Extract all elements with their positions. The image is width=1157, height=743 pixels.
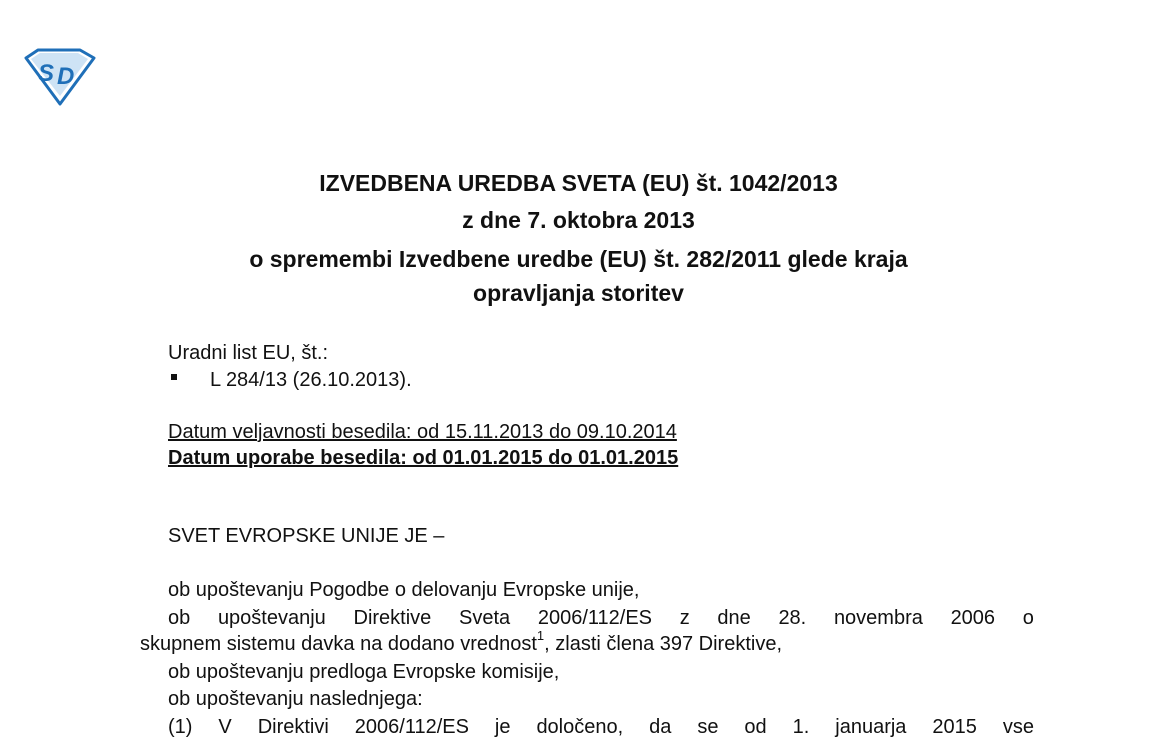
word: 28. <box>778 607 807 629</box>
publication-label: Uradni list EU, št.: <box>168 342 329 364</box>
regulation-date: z dne 7. oktobra 2013 <box>462 207 695 233</box>
word: se <box>697 716 719 738</box>
application-date-line: Datum uporabe besedila: od 01.01.2015 do 01.01.2015 <box>168 447 679 469</box>
word: V <box>218 716 232 738</box>
word: 2006/112/ES <box>537 607 652 629</box>
word: Sveta <box>458 607 511 629</box>
recital-following: ob upoštevanju naslednjega: <box>168 688 423 710</box>
publication-reference[interactable]: L 284/13 (26.10.2013). <box>210 369 412 391</box>
word: o <box>1022 607 1034 629</box>
recital-directive <box>168 606 1034 630</box>
regulation-subject: o spremembi Izvedbene uredbe (EU) št. 282/2011 glede kraja <box>249 246 908 272</box>
word: januarja <box>835 716 907 738</box>
bullet-icon <box>171 374 177 380</box>
word: od <box>744 716 767 738</box>
word: 2006 <box>950 607 996 629</box>
word: Direktivi <box>257 716 329 738</box>
word: je <box>494 716 511 738</box>
word: določeno, <box>536 716 624 738</box>
recital-directive-cont <box>140 628 783 656</box>
recital-treaty: ob upoštevanju Pogodbe o delovanju Evropske unije, <box>168 579 640 601</box>
sd-logo-icon <box>22 48 96 106</box>
word: da <box>649 716 672 738</box>
regulation-title: IZVEDBENA UREDBA SVETA (EU) št. 1042/2013 <box>319 170 838 196</box>
preamble-line: SVET EVROPSKE UNIJE JE – <box>168 525 445 547</box>
svg-text:S: S <box>38 60 55 87</box>
recital-directive-cont-text: skupnem sistemu davka na dodano vrednost <box>140 633 537 655</box>
word: z <box>679 607 690 629</box>
recital-proposal: ob upoštevanju predloga Evropske komisije, <box>168 661 560 683</box>
word: upoštevanju <box>217 607 326 629</box>
validity-date-line: Datum veljavnosti besedila: od 15.11.2013 do 09.10.2014 <box>168 421 677 443</box>
word: 2015 <box>932 716 977 738</box>
word: 2006/112/ES <box>354 716 469 738</box>
word: novembra <box>833 607 923 629</box>
word: ob <box>168 607 191 629</box>
word: (1) <box>168 716 193 738</box>
svg-text:D: D <box>57 63 75 90</box>
recital-directive-cont-tail: , zlasti člena 397 Direktive, <box>544 633 783 655</box>
footnote-ref[interactable]: 1 <box>536 628 545 644</box>
regulation-subject-cont: opravljanja storitev <box>473 280 684 306</box>
word: vse <box>1002 716 1034 738</box>
recital-1 <box>168 715 1034 739</box>
word: Direktive <box>353 607 432 629</box>
word: dne <box>717 607 751 629</box>
word: 1. <box>792 716 810 738</box>
